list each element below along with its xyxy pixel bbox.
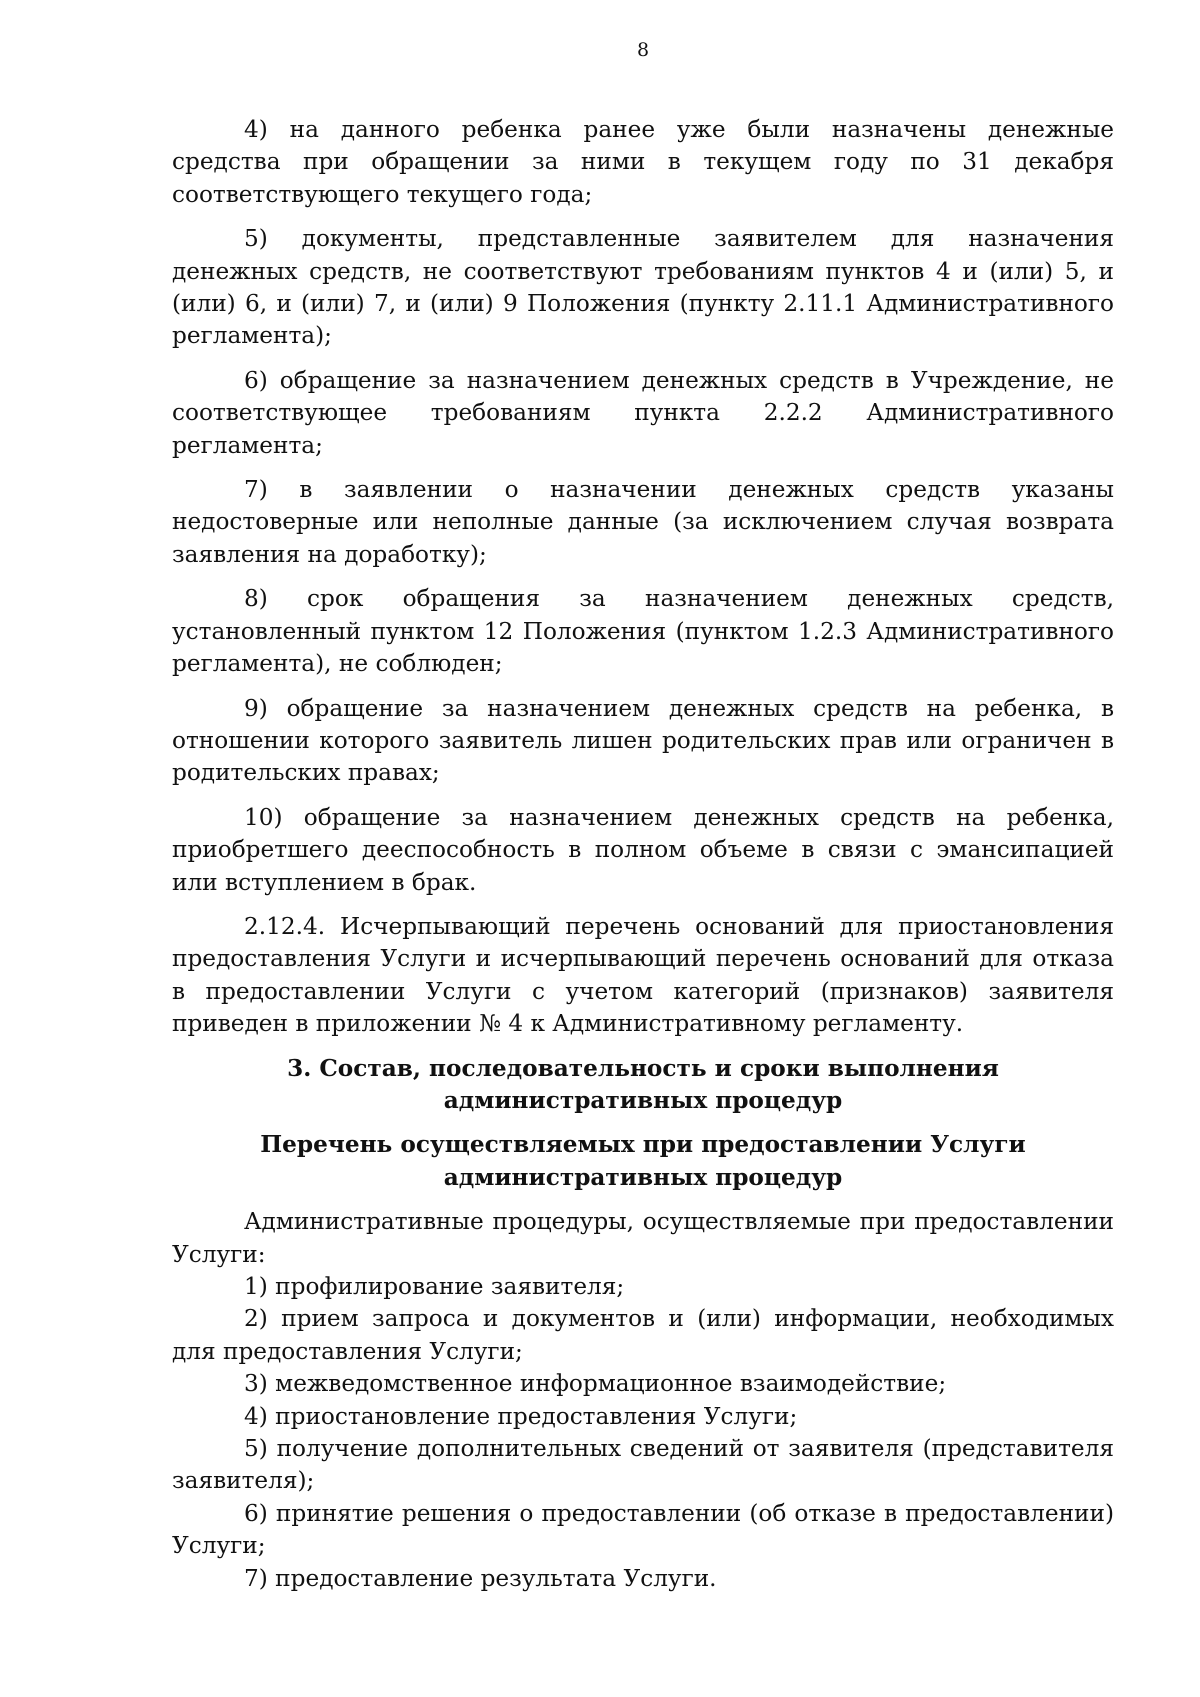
procedures-intro: Административные процедуры, осуществляемые при предоставлении Услуги: <box>172 1208 1114 1268</box>
list-item: 3) межведомственное информационное взаимодействие; <box>244 1370 947 1398</box>
sub-heading: Перечень осуществляемых при предоставлении Услуги административных процедур <box>260 1131 1026 1191</box>
list-item: 4) приостановление предоставления Услуги; <box>244 1402 798 1430</box>
list-item: 5) получение дополнительных сведений от заявителя (представителя заявителя); <box>172 1435 1114 1495</box>
list-item: 6) принятие решения о предоставлении (об отказе в предоставлении) Услуги; <box>172 1499 1114 1560</box>
grounds-list <box>172 114 1114 1041</box>
list-item: 5) документы, представленные заявителем для назначения денежных средств, не соответствуют требованиям пунктов 4 и (или) 5, и (или) 6, и (или) 7, и (или) 9 Положения (пункту 2.11.1 Административного регламента); <box>172 225 1114 350</box>
list-item: 8) срок обращения за назначением денежных средств, установленный пунктом 12 Положения (пунктом 1.2.3 Административного регламента), не соблюден; <box>172 585 1114 678</box>
section-heading: 3. Состав, последовательность и сроки выполнения административных процедур <box>287 1054 999 1114</box>
list-item: 6) обращение за назначением денежных средств в Учреждение, не соответствующее требованиям пункта 2.2.2 Административного регламента; <box>172 366 1114 459</box>
list-item: 2) прием запроса и документов и (или) информации, необходимых для предоставления Услуги; <box>172 1305 1114 1365</box>
list-item: 7) предоставление результата Услуги. <box>244 1564 717 1592</box>
list-item: 9) обращение за назначением денежных средств на ребенка, в отношении которого заявитель лишен родительских прав или ограничен в родительских правах; <box>172 694 1114 787</box>
document-page <box>172 0 1114 1595</box>
list-item: 1) профилирование заявителя; <box>244 1273 625 1300</box>
list-item: 10) обращение за назначением денежных средств на ребенка, приобретшего дееспособность в полном объеме в связи с эмансипацией или вступлением в брак. <box>172 803 1114 896</box>
list-item: 7) в заявлении о назначении денежных средств указаны недостоверные или неполные данные (за исключением случая возврата заявления на доработку); <box>172 476 1114 568</box>
list-item: 4) на данного ребенка ранее уже были назначены денежные средства при обращении за ними в текущем году по 31 декабря соответствующего текущего года; <box>172 116 1114 208</box>
clause-2-12-4: 2.12.4. Исчерпывающий перечень оснований для приостановления предоставления Услуги и исчерпывающий перечень оснований для отказа в предоставлении Услуги с учетом категорий (признаков) заявителя приведен в приложении № 4 к Административному регламенту. <box>172 912 1114 1038</box>
procedures-list <box>172 1206 1114 1595</box>
page-number: 8 <box>636 39 650 61</box>
